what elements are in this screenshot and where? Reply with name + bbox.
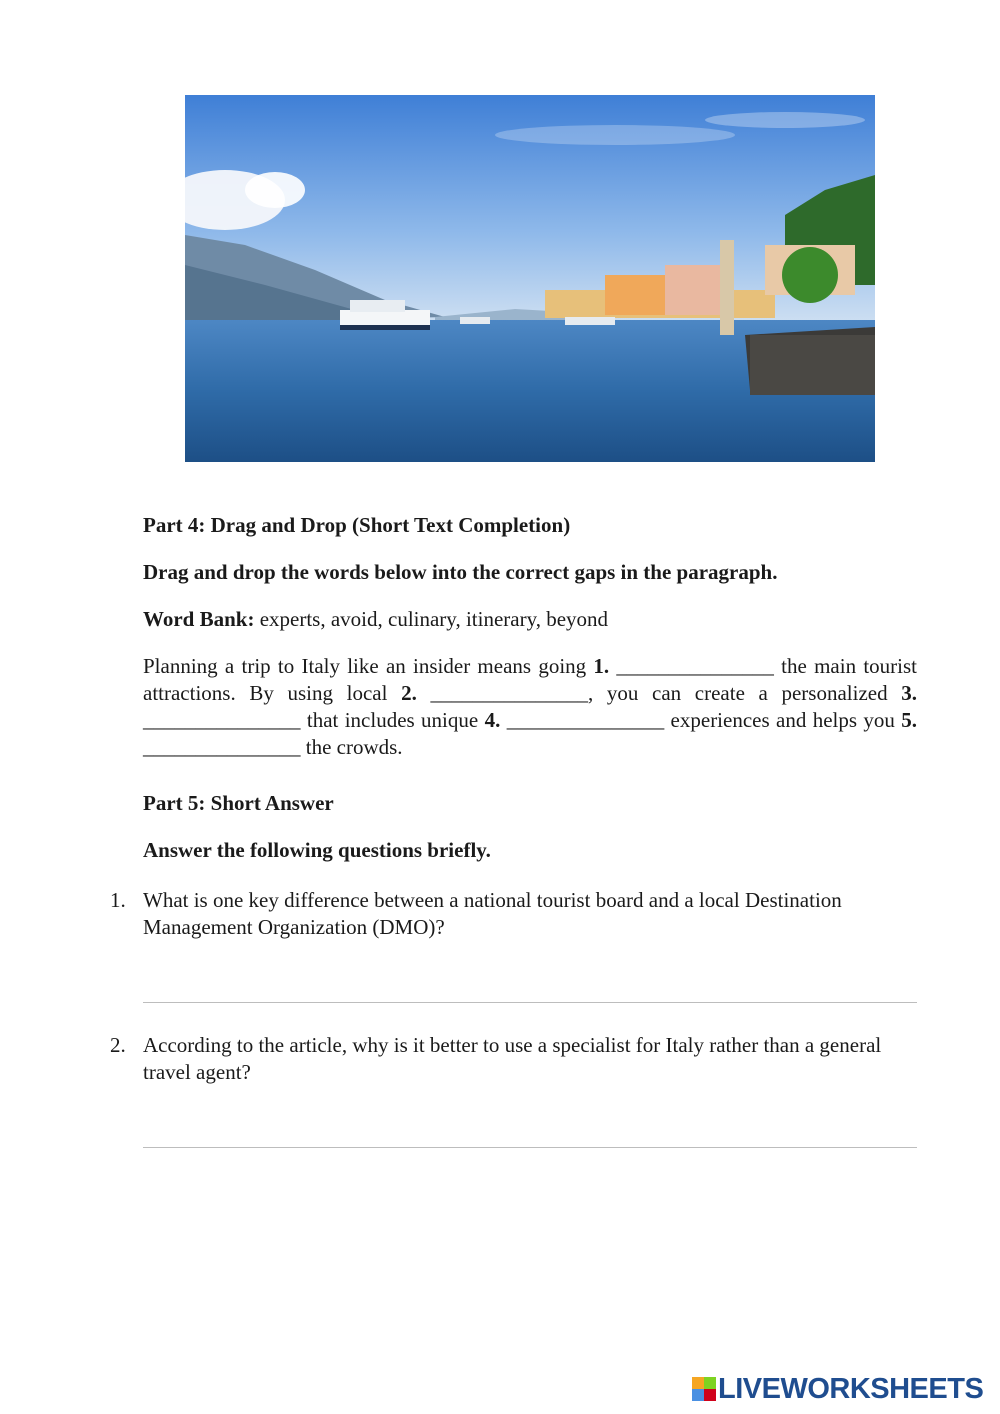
question-number: 2. [110, 1033, 126, 1057]
gap-number: 3. [901, 681, 917, 705]
liveworksheets-icon [692, 1377, 716, 1401]
gap-number: 5. [901, 708, 917, 732]
gap-2[interactable]: _______________ [430, 681, 588, 705]
part5-instruction: Answer the following questions briefly. [143, 838, 491, 862]
answer-field-2[interactable] [143, 1147, 917, 1148]
gap-number: 2. [401, 681, 417, 705]
gap-number: 1. [593, 654, 610, 678]
question-text: According to the article, why is it better to use a specialist for Italy rather than a general travel agent? [143, 1033, 882, 1084]
paragraph-text: the crowds. [305, 735, 403, 759]
question-text: What is one key difference between a national tourist board and a local Destination Management Organization (DMO)? [143, 888, 842, 939]
gap-5[interactable]: _______________ [143, 735, 301, 759]
gap-4[interactable]: _______________ [506, 708, 665, 732]
liveworksheets-logo [692, 1372, 983, 1406]
paragraph-text: that includes unique [306, 708, 479, 732]
part4-title: Part 4: Drag and Drop (Short Text Completion) [143, 513, 571, 537]
brand-name: LIVEWORKSHEETS [718, 1372, 984, 1405]
word-bank-label: Word Bank: [143, 607, 255, 631]
paragraph-text: , you can create a personalized [587, 681, 888, 705]
gap-paragraph [143, 653, 917, 761]
word-bank [143, 606, 917, 633]
lake-como-photo [185, 95, 875, 462]
question-1 [110, 887, 917, 941]
gap-3[interactable]: _______________ [143, 708, 301, 732]
gap-number: 4. [484, 708, 501, 732]
part5-title: Part 5: Short Answer [143, 791, 334, 815]
paragraph-text: experiences and helps you [670, 708, 895, 732]
question-number: 1. [110, 888, 126, 912]
gap-1[interactable]: _______________ [616, 654, 774, 678]
paragraph-text: the main tourist attractions. By using local [143, 654, 917, 705]
answer-field-1[interactable] [143, 1002, 917, 1003]
word-bank-words: experts, avoid, culinary, itinerary, beyond [259, 607, 609, 631]
question-2 [110, 1032, 917, 1086]
part4-instruction: Drag and drop the words below into the correct gaps in the paragraph. [143, 560, 778, 584]
paragraph-text: Planning a trip to Italy like an insider means going [143, 654, 587, 678]
